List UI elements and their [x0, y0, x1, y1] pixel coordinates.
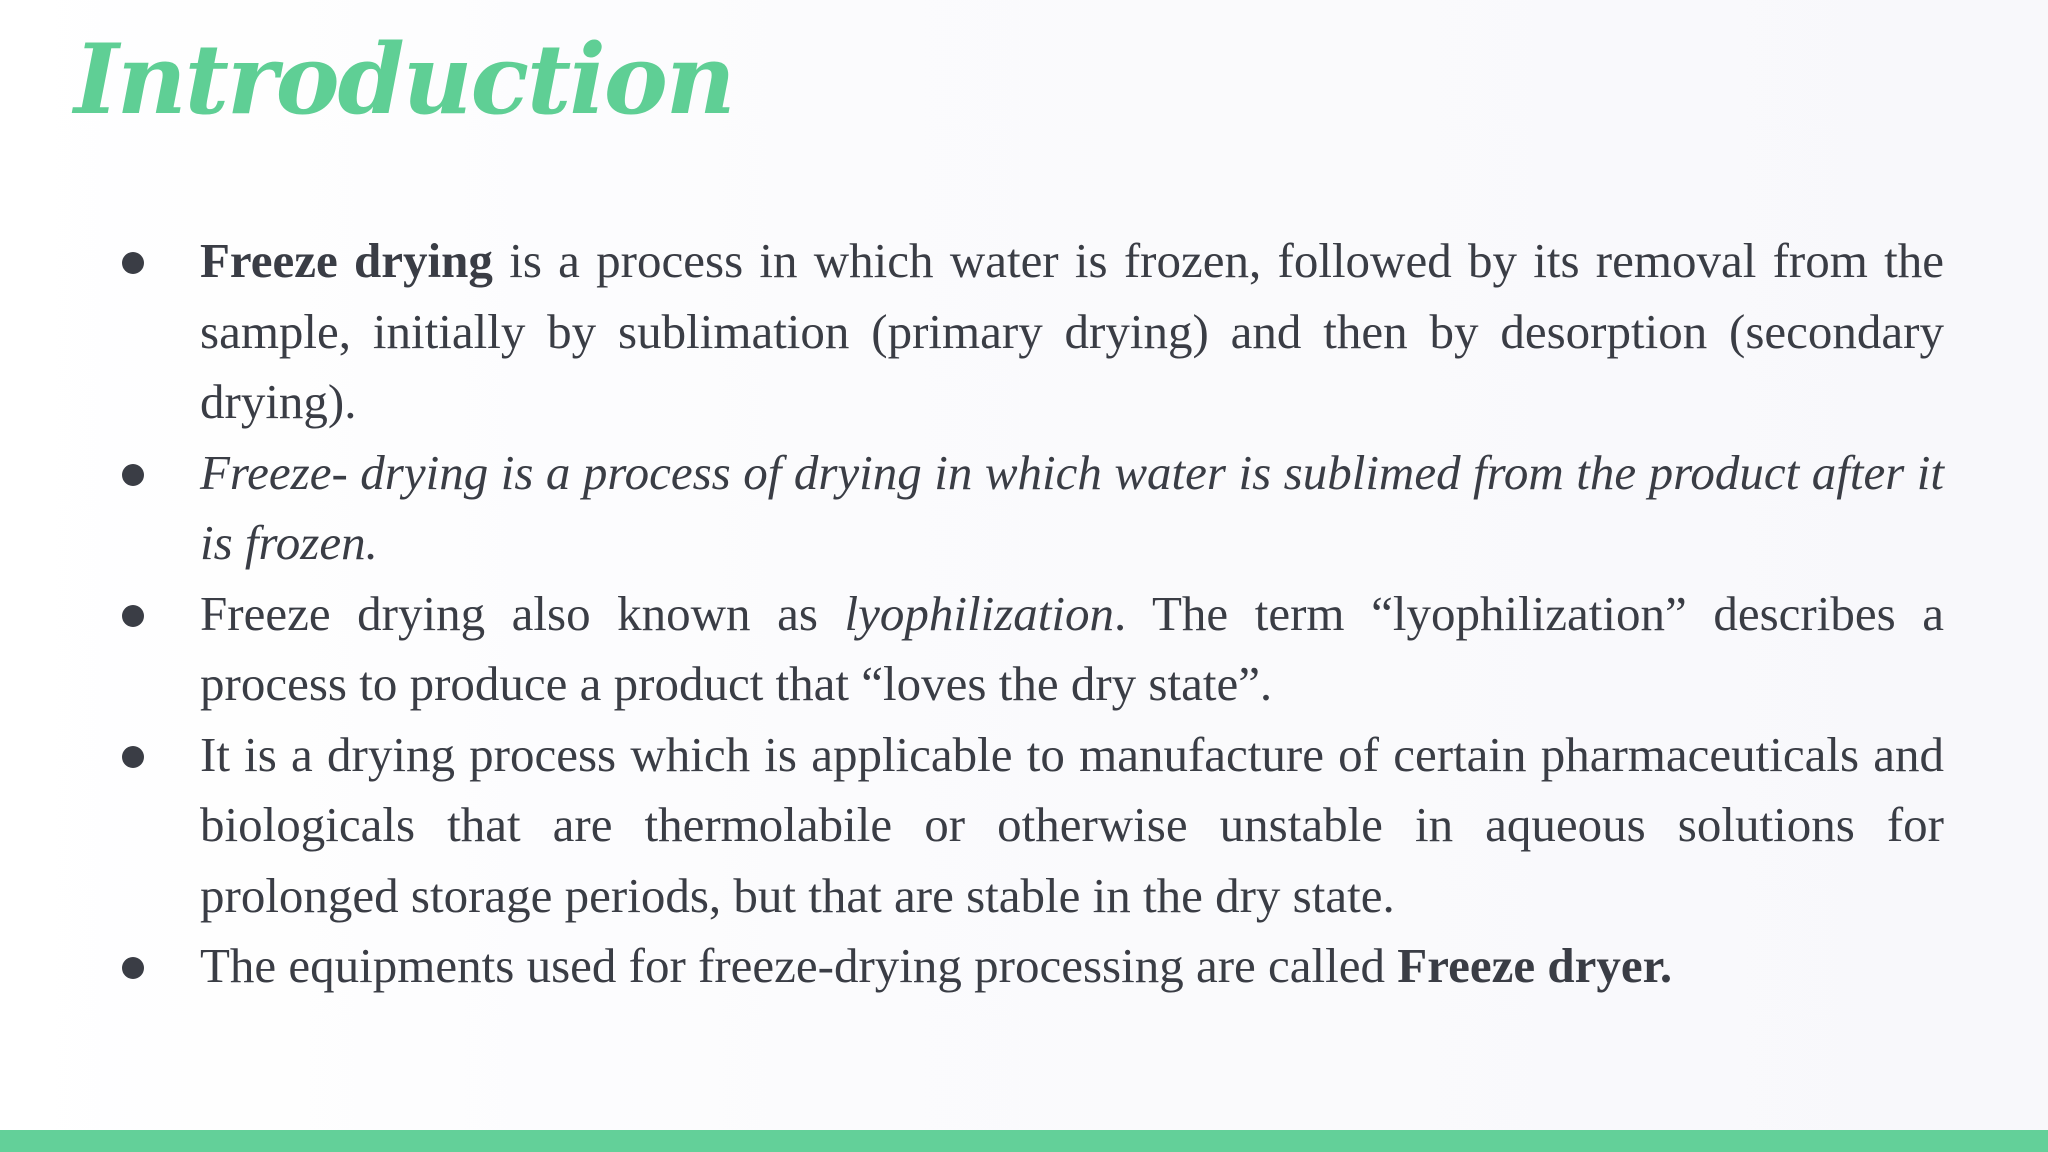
bullet-dot-icon — [122, 252, 144, 274]
bullet-text: is a process in which water is frozen, followed by its removal from the sample, initially by sublimation (primary drying) and then by desorption (secondary drying). — [200, 233, 1944, 429]
bullet-dot-icon — [122, 464, 144, 486]
bullet-text-before: The equipments used for freeze-drying processing are called — [200, 938, 1398, 993]
bullet-item — [200, 226, 1944, 438]
bullet-italic-term: lyophilization — [844, 585, 1115, 641]
bullet-text: It is a drying process which is applicable to manufacture of certain pharmaceuticals and biologicals that are thermolabile or otherwise unstable in aqueous solutions for prolonged storage periods, but that are stable in the dry state. — [200, 726, 1944, 923]
bullet-item — [200, 579, 1944, 720]
bullet-item — [200, 720, 1944, 932]
bullet-item — [200, 931, 1944, 1002]
bullet-item — [200, 438, 1944, 579]
bullet-dot-icon — [122, 957, 144, 979]
bullet-bold-tail: Freeze dryer. — [1397, 938, 1673, 993]
bullet-list — [200, 226, 1944, 1002]
footer-accent-bar — [0, 1130, 2048, 1152]
slide-title: Introduction — [74, 23, 734, 136]
bullet-bold-lead: Freeze drying — [200, 233, 493, 288]
bullet-text-before: Freeze drying also known as — [200, 585, 845, 641]
bullet-dot-icon — [122, 746, 144, 768]
bullet-italic-text: Freeze- drying is a process of drying in which water is sublimed from the product after it is frozen. — [200, 444, 1944, 570]
bullet-text-after: . The term “lyophilization” describes a process to produce a product that “loves the dry state”. — [200, 585, 1944, 711]
bullet-dot-icon — [122, 605, 144, 627]
